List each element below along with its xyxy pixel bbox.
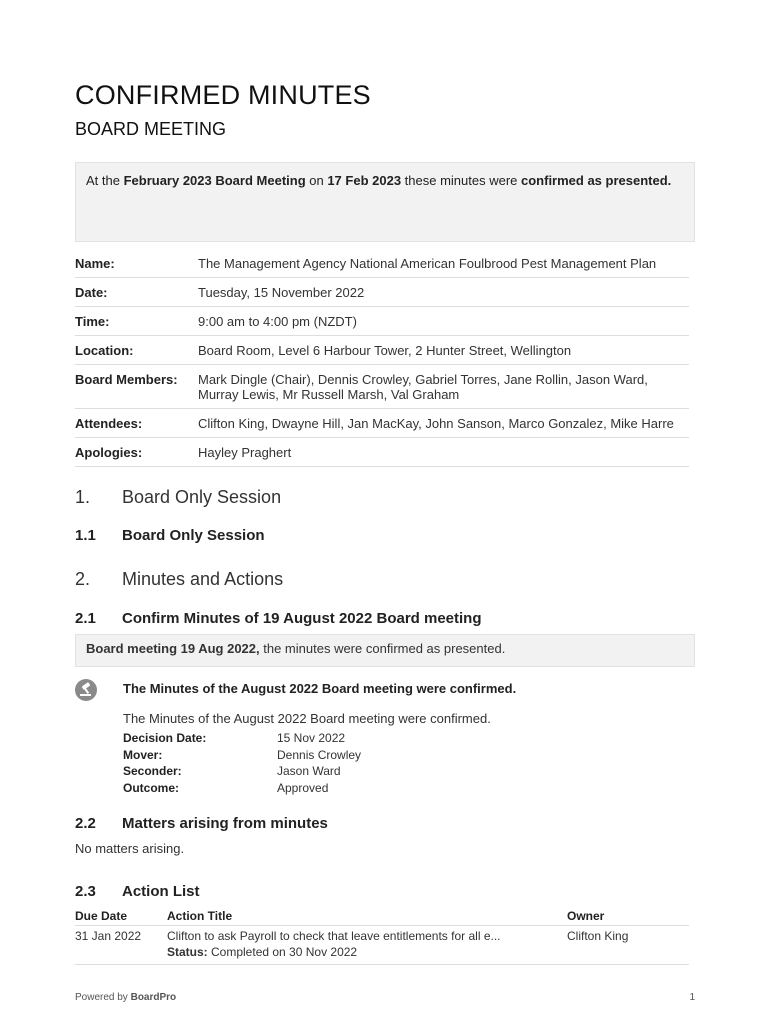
subsection-title: Confirm Minutes of 19 August 2022 Board meeting bbox=[122, 610, 482, 627]
decision-label: Decision Date: bbox=[123, 731, 207, 745]
matters-text: No matters arising. bbox=[75, 841, 185, 856]
subsection-title: Matters arising from minutes bbox=[122, 815, 328, 832]
info-label: Name: bbox=[75, 256, 115, 271]
page-number: 1 bbox=[689, 992, 695, 1003]
notice-status: confirmed as presented. bbox=[521, 173, 672, 188]
decision-value: Dennis Crowley bbox=[277, 747, 362, 762]
decision-details bbox=[123, 730, 361, 796]
document-title: CONFIRMED MINUTES bbox=[75, 80, 371, 110]
info-value: Mark Dingle (Chair), Dennis Crowley, Gabriel Torres, Jane Rollin, Jason Ward, Murray Lewis, Mr Russell Marsh, Val Graham bbox=[198, 372, 648, 402]
column-header-action-title: Action Title bbox=[167, 909, 233, 923]
info-row-apologies bbox=[75, 444, 689, 467]
footer-powered-text: Powered by bbox=[75, 992, 131, 1003]
notice-text: these minutes were bbox=[401, 173, 521, 188]
subsection-heading-2-3 bbox=[75, 883, 200, 900]
meeting-info-table bbox=[75, 255, 689, 473]
decision-label: Seconder: bbox=[123, 764, 182, 778]
subsection-title: Action List bbox=[122, 883, 200, 900]
info-label: Attendees: bbox=[75, 416, 143, 431]
action-cell bbox=[167, 928, 567, 960]
subsection-heading-1-1 bbox=[75, 527, 265, 544]
info-value: Board Room, Level 6 Harbour Tower, 2 Hunter Street, Wellington bbox=[198, 343, 572, 358]
info-value: Clifton King, Dwayne Hill, Jan MacKay, John Sanson, Marco Gonzalez, Mike Harre bbox=[198, 416, 674, 431]
decision-value: Approved bbox=[277, 780, 329, 795]
info-label: Location: bbox=[75, 343, 134, 358]
minutes-meeting-ref: Board meeting 19 Aug 2022, bbox=[86, 641, 260, 656]
section-heading-2 bbox=[75, 569, 283, 590]
table-row bbox=[75, 926, 689, 965]
action-list-table bbox=[75, 909, 689, 965]
notice-text: At the bbox=[86, 173, 124, 188]
action-due-date: 31 Jan 2022 bbox=[75, 929, 142, 943]
decision-row bbox=[123, 763, 361, 780]
action-status bbox=[167, 944, 567, 960]
info-value: Tuesday, 15 November 2022 bbox=[198, 285, 365, 300]
decision-label: Mover: bbox=[123, 747, 163, 762]
status-value: Completed on 30 Nov 2022 bbox=[207, 945, 358, 959]
gavel-icon bbox=[75, 679, 97, 701]
subsection-title: Board Only Session bbox=[122, 527, 265, 544]
action-owner: Clifton King bbox=[567, 929, 629, 943]
info-row-name bbox=[75, 255, 689, 278]
subsection-number: 2.1 bbox=[75, 610, 96, 627]
decision-title: The Minutes of the August 2022 Board meeting were confirmed. bbox=[123, 681, 517, 696]
footer-brand: BoardPro bbox=[130, 992, 177, 1003]
decision-value: Jason Ward bbox=[277, 764, 341, 778]
column-header-due-date: Due Date bbox=[75, 909, 128, 923]
section-title: Board Only Session bbox=[122, 487, 282, 507]
info-row-date bbox=[75, 284, 689, 307]
document-subtitle: BOARD MEETING bbox=[75, 119, 227, 139]
subsection-number: 1.1 bbox=[75, 527, 96, 544]
action-title: Clifton to ask Payroll to check that leave entitlements for all e... bbox=[167, 929, 501, 943]
info-label: Apologies: bbox=[75, 445, 143, 460]
section-number: 2. bbox=[75, 569, 91, 589]
info-value: 9:00 am to 4:00 pm (NZDT) bbox=[198, 314, 357, 329]
decision-row bbox=[123, 780, 361, 797]
info-label: Time: bbox=[75, 314, 110, 329]
decision-body: The Minutes of the August 2022 Board meeting were confirmed. bbox=[123, 711, 491, 726]
decision-label: Outcome: bbox=[123, 780, 180, 795]
info-label: Date: bbox=[75, 285, 108, 300]
notice-text: on bbox=[305, 173, 328, 188]
decision-row bbox=[123, 747, 361, 764]
minutes-confirmation-box bbox=[75, 634, 695, 667]
notice-meeting: February 2023 Board Meeting bbox=[123, 173, 306, 188]
info-value: Hayley Praghert bbox=[198, 445, 292, 460]
subsection-number: 2.3 bbox=[75, 883, 96, 900]
info-row-board-members bbox=[75, 371, 689, 409]
decision-row bbox=[123, 730, 361, 747]
column-header-owner: Owner bbox=[567, 909, 605, 923]
info-row-attendees bbox=[75, 415, 689, 438]
info-row-time bbox=[75, 313, 689, 336]
section-heading-1 bbox=[75, 487, 281, 508]
confirmation-notice bbox=[75, 162, 695, 242]
subsection-number: 2.2 bbox=[75, 815, 96, 832]
minutes-box-text: the minutes were confirmed as presented. bbox=[259, 641, 506, 656]
decision-value: 15 Nov 2022 bbox=[277, 731, 346, 745]
page-footer bbox=[75, 992, 695, 1003]
subsection-heading-2-1 bbox=[75, 610, 482, 627]
action-list-header bbox=[75, 909, 689, 926]
section-number: 1. bbox=[75, 487, 91, 507]
section-title: Minutes and Actions bbox=[122, 569, 284, 589]
info-row-location bbox=[75, 342, 689, 365]
status-label: Status: bbox=[167, 945, 208, 959]
subsection-heading-2-2 bbox=[75, 815, 328, 832]
info-value: The Management Agency National American Foulbrood Pest Management Plan bbox=[198, 256, 657, 271]
notice-date: 17 Feb 2023 bbox=[327, 173, 402, 188]
info-label: Board Members: bbox=[75, 372, 178, 387]
